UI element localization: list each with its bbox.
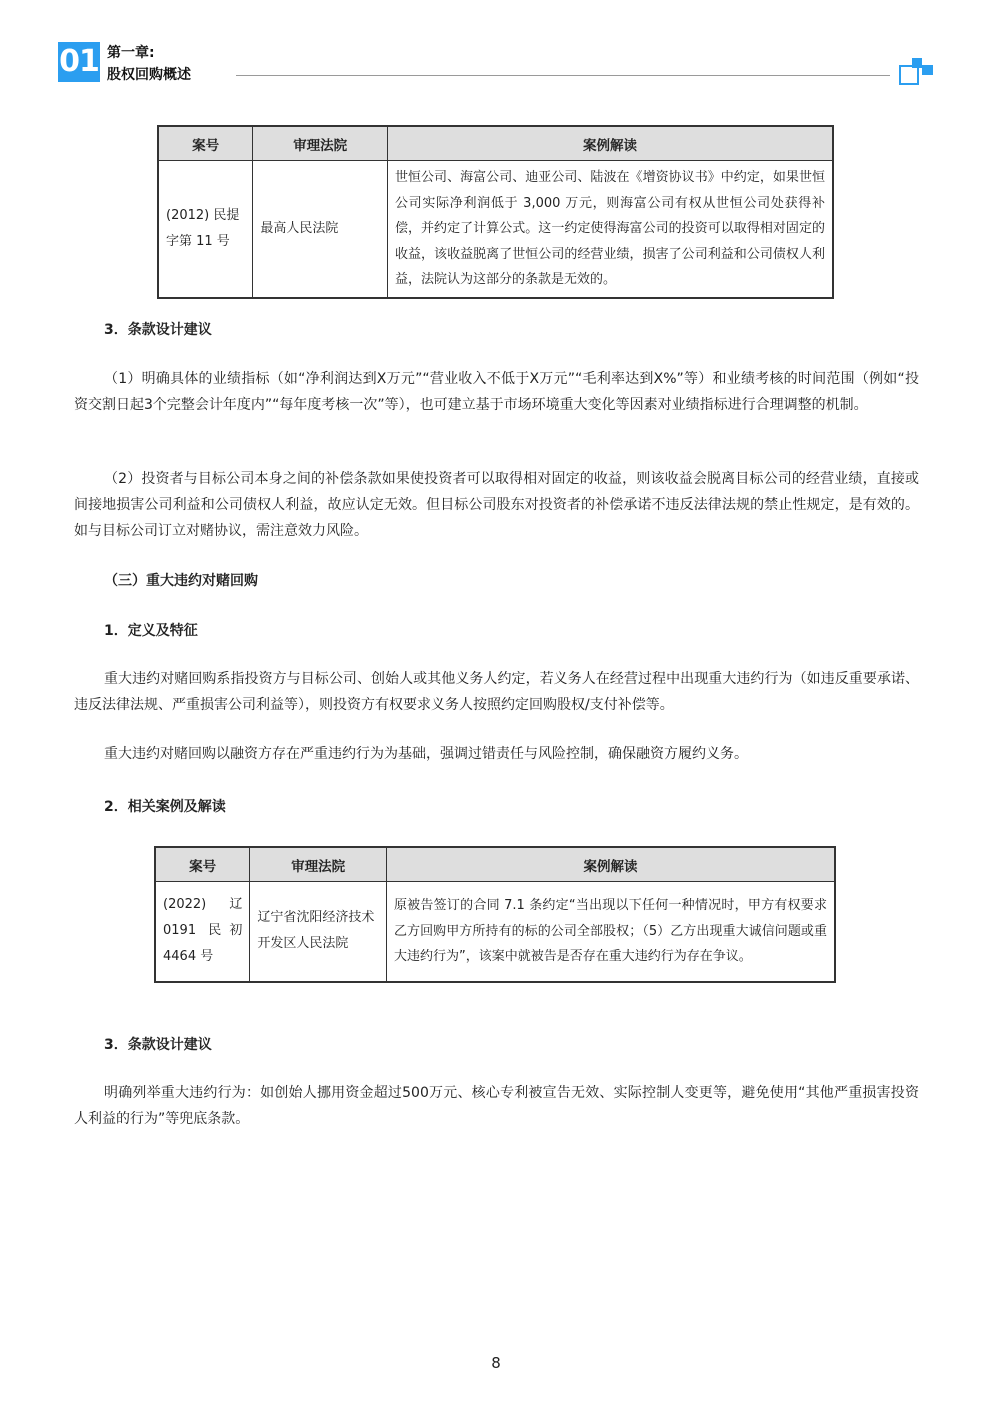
- paragraph: （1）明确具体的业绩指标（如“净利润达到X万元”“营业收入不低于X万元”“毛利率达到X%”等）和业绩考核的时间范围（例如“投资交割日起3个完整会计年度内”“每年度考核一次”等），也可建立基于市场环境重大变化等因素对业绩指标进行合理调整的机制。: [74, 371, 919, 413]
- page-number: 8: [491, 1354, 501, 1372]
- header-case-number: 案号: [155, 847, 250, 882]
- case-number-cell: (2012) 民提字第 11 号: [158, 161, 253, 298]
- table-row: [155, 882, 835, 982]
- chapter-heading: [107, 42, 191, 86]
- header-court: 审理法院: [250, 847, 387, 882]
- header-interpretation: 案例解读: [386, 847, 835, 882]
- court-cell: 最高人民法院: [253, 161, 388, 298]
- table-header-row: [158, 126, 833, 161]
- case-table-1: [157, 125, 834, 299]
- stacked-squares-icon: [898, 56, 938, 88]
- section-heading-material-breach: （三）重大违约对赌回购: [104, 573, 258, 589]
- subheading-cases: 2．相关案例及解读: [104, 799, 226, 815]
- section-heading-design-advice: 3．条款设计建议: [104, 322, 212, 338]
- paragraph: 重大违约对赌回购系指投资方与目标公司、创始人或其他义务人约定，若义务人在经营过程中出现重大违约行为（如违反重要承诺、违反法律法规、严重损害公司利益等），则投资方有权要求义务人按照约定回购股权/支付补偿等。: [74, 671, 919, 713]
- subheading-definition: 1．定义及特征: [104, 623, 198, 639]
- interpretation-cell: 原被告签订的合同 7.1 条约定“当出现以下任何一种情况时，甲方有权要求乙方回购甲方所持有的标的公司全部股权；（5）乙方出现重大诚信问题或重大违约行为”，该案中就被告是否存在重大违约行为存在争议。: [386, 882, 835, 982]
- court-cell: 辽宁省沈阳经济技术开发区人民法院: [250, 882, 387, 982]
- paragraph: 明确列举重大违约行为：如创始人挪用资金超过500万元、核心专利被宣告无效、实际控制人变更等，避免使用“其他严重损害投资人利益的行为”等兜底条款。: [74, 1085, 919, 1127]
- chapter-number-badge: 01: [58, 42, 100, 82]
- header-court: 审理法院: [253, 126, 388, 161]
- table-header-row: [155, 847, 835, 882]
- header-case-number: 案号: [158, 126, 253, 161]
- section-heading-design-advice-2: 3．条款设计建议: [104, 1037, 212, 1053]
- interpretation-cell: 世恒公司、海富公司、迪亚公司、陆波在《增资协议书》中约定，如果世恒公司实际净利润低于 3,000 万元，则海富公司有权从世恒公司处获得补偿，并约定了计算公式。这一约定使得海富公司的投资可以取得相对固定的收益，该收益脱离了世恒公司的经营业绩，损害了公司利益和公司债权人利益，法院认为这部分的条款是无效的。: [387, 161, 833, 298]
- paragraph: 重大违约对赌回购以融资方存在严重违约行为为基础，强调过错责任与风险控制，确保融资方履约义务。: [104, 746, 748, 762]
- chapter-label: 第一章:: [107, 45, 155, 61]
- table-row: [158, 161, 833, 298]
- chapter-title: 股权回购概述: [107, 67, 191, 83]
- header-divider: [236, 75, 890, 76]
- case-table-2: [154, 846, 836, 983]
- header-interpretation: 案例解读: [387, 126, 833, 161]
- case-number-cell: (2022) 辽 0191 民初 4464 号: [155, 882, 250, 982]
- paragraph: （2）投资者与目标公司本身之间的补偿条款如果使投资者可以取得相对固定的收益，则该收益会脱离目标公司的经营业绩，直接或间接地损害公司利益和公司债权人利益，故应认定无效。但目标公司股东对投资者的补偿承诺不违反法律法规的禁止性规定，是有效的。如与目标公司订立对赌协议，需注意效力风险。: [74, 471, 919, 539]
